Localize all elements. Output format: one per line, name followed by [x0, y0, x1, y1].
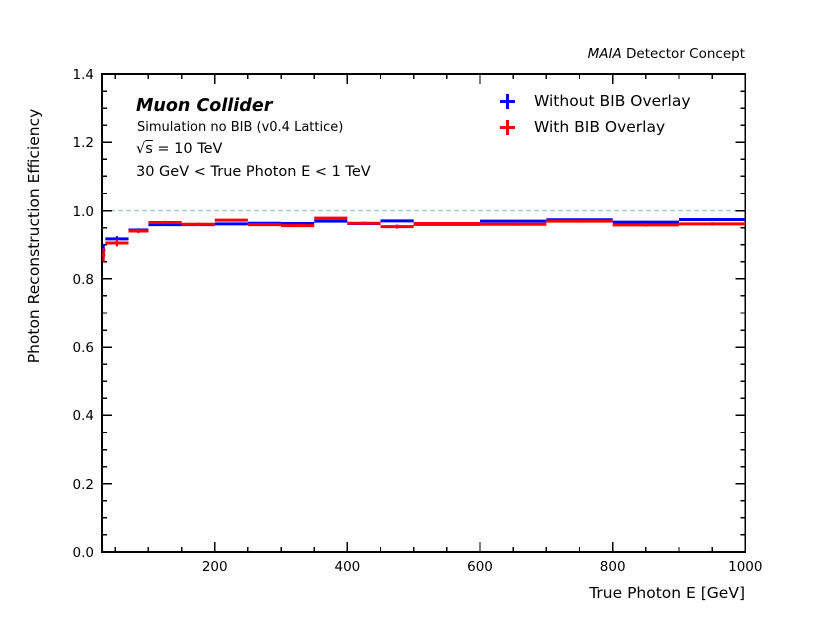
experiment-name-rest: Detector Concept [621, 46, 745, 62]
radical-sign: √ [136, 141, 146, 157]
x-axis-title: True Photon E [GeV] [589, 584, 745, 602]
y-tick-label: 0.8 [72, 271, 94, 288]
plus-marker-icon [500, 120, 515, 135]
experiment-name: MAIA [587, 46, 622, 62]
y-tick-label: 0.4 [72, 408, 94, 425]
y-tick-label: 1.4 [72, 67, 94, 83]
y-tick-label: 1.2 [72, 135, 94, 152]
sqrt-s-value: = 10 TeV [152, 141, 223, 157]
sqrt-s-symbol: s [145, 141, 153, 157]
y-tick-label: 0.0 [72, 545, 94, 561]
legend-label: Without BIB Overlay [534, 92, 691, 110]
x-tick-label: 200 [201, 559, 228, 575]
y-tick-label: 0.2 [72, 476, 94, 493]
y-tick-label: 0.6 [72, 340, 94, 357]
legend-label: With BIB Overlay [534, 118, 666, 136]
x-tick-label: 400 [334, 559, 361, 575]
experiment-header [345, 46, 745, 62]
legend-item-with-bib [500, 114, 691, 140]
x-tick-label: 1000 [728, 559, 763, 575]
legend-item-without-bib [500, 88, 691, 114]
annotation-collider: Muon Collider [136, 96, 273, 116]
legend [500, 88, 691, 140]
plus-marker-icon [500, 94, 515, 109]
y-tick-label: 1.0 [72, 203, 94, 220]
annotation-simulation: Simulation no BIB (v0.4 Lattice) [137, 120, 344, 135]
y-axis-title: Photon Reconstruction Efficiency [25, 108, 43, 364]
annotation-sqrt-s [136, 141, 222, 157]
x-tick-label: 800 [599, 559, 626, 575]
annotation-photon-range: 30 GeV < True Photon E < 1 TeV [136, 164, 371, 180]
x-tick-label: 600 [467, 559, 493, 575]
